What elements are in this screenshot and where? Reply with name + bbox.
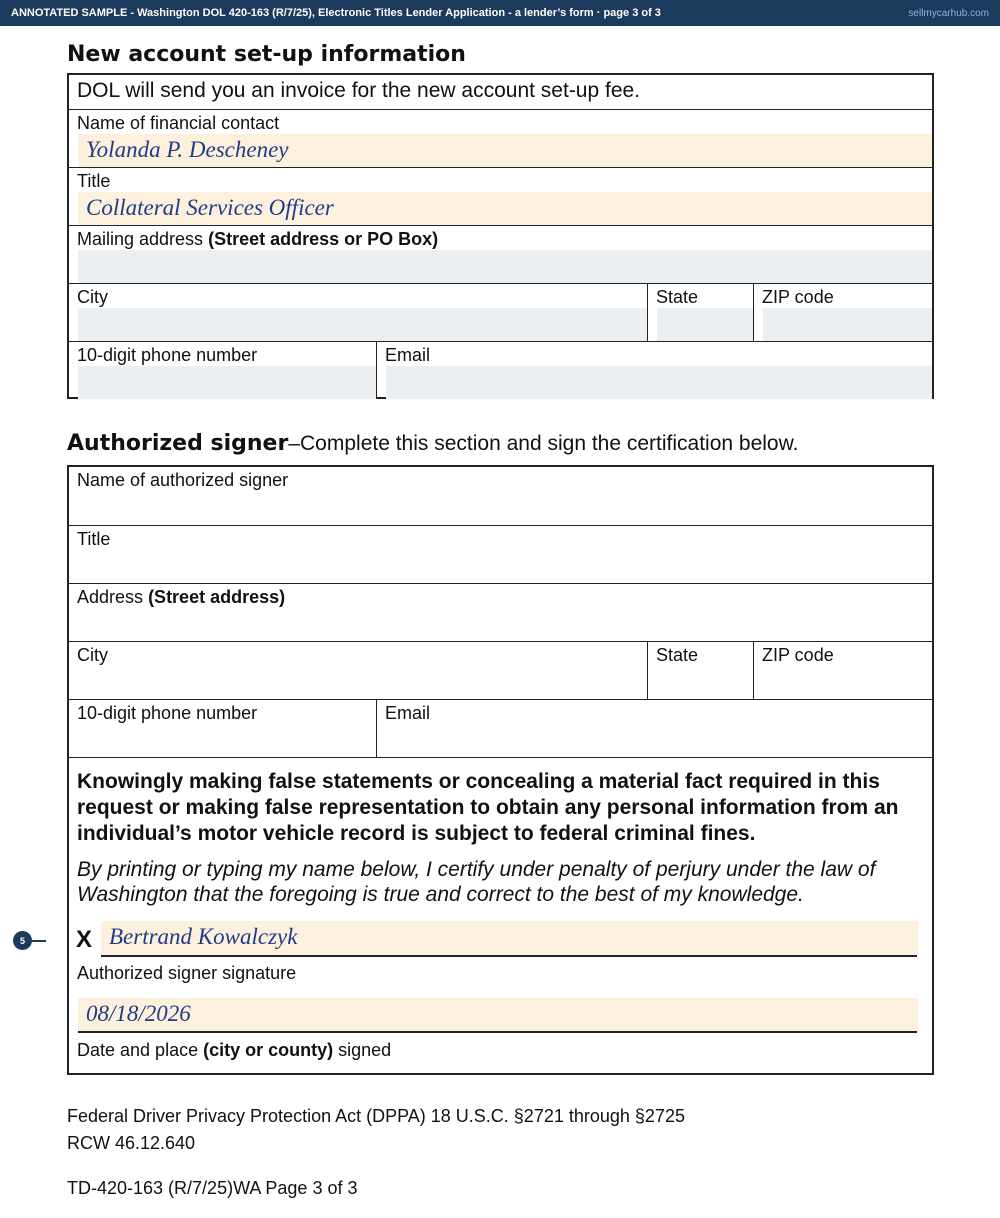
city-cell bbox=[69, 284, 648, 341]
email-field[interactable] bbox=[386, 366, 932, 399]
signer-name-label: Name of authorized signer bbox=[77, 470, 289, 490]
signer-city-state-zip-row bbox=[69, 642, 932, 700]
signer-zip-label: ZIP code bbox=[762, 645, 834, 665]
invoice-note: DOL will send you an invoice for the new account set-up fee. bbox=[77, 79, 641, 102]
signer-name-row[interactable] bbox=[69, 467, 932, 526]
signer-city-cell[interactable] bbox=[69, 642, 648, 699]
city-state-zip-row bbox=[69, 284, 932, 342]
email-cell bbox=[377, 342, 932, 399]
phone-email-row bbox=[69, 342, 932, 399]
mailing-address-row bbox=[69, 226, 932, 284]
financial-contact-field[interactable] bbox=[78, 134, 932, 167]
financial-contact-row bbox=[69, 110, 932, 168]
state-label: State bbox=[656, 287, 699, 307]
authorized-signer-instruction: –Complete this section and sign the certification below. bbox=[288, 432, 799, 455]
new-account-heading: New account set-up information bbox=[67, 42, 466, 67]
signer-title-row[interactable] bbox=[69, 526, 932, 584]
phone-label: 10-digit phone number bbox=[77, 345, 258, 365]
signer-state-label: State bbox=[656, 645, 699, 665]
financial-contact-value: Yolanda P. Descheney bbox=[86, 137, 289, 162]
banner-site-link[interactable]: sellmycarhub.com bbox=[908, 7, 989, 19]
mailing-address-label: Mailing address (Street address or PO Box) bbox=[77, 229, 439, 249]
financial-contact-label: Name of financial contact bbox=[77, 113, 280, 133]
false-statement-warning: Knowingly making false statements or concealing a material fact required in this request or making false representation to obtain any personal information from an individual’s motor vehicle record is subject to federal criminal fines. bbox=[77, 770, 899, 845]
annotation-leader-line bbox=[32, 940, 46, 942]
signature-line bbox=[101, 955, 917, 957]
date-place-label: Date and place (city or county) signed bbox=[77, 1040, 392, 1060]
state-field[interactable] bbox=[657, 308, 753, 341]
signer-address-label: Address (Street address) bbox=[77, 587, 286, 607]
signer-phone-email-row bbox=[69, 700, 932, 758]
zip-cell bbox=[754, 284, 932, 341]
date-line bbox=[78, 1031, 917, 1033]
signature-label: Authorized signer signature bbox=[77, 963, 297, 983]
authorized-signer-form bbox=[67, 465, 934, 1075]
banner-title: ANNOTATED SAMPLE - Washington DOL 420-163 (R/7/25), Electronic Titles Lender Application - a lender’s form · page 3 of 3 bbox=[11, 7, 661, 19]
phone-field[interactable] bbox=[78, 366, 376, 399]
zip-label: ZIP code bbox=[762, 287, 834, 307]
signer-email-label: Email bbox=[385, 703, 431, 723]
contact-title-field[interactable] bbox=[78, 192, 932, 225]
phone-cell bbox=[69, 342, 377, 399]
authorized-signer-heading: Authorized signer–Complete this section and sign the certification below. bbox=[67, 431, 799, 456]
zip-field[interactable] bbox=[763, 308, 932, 341]
signer-address-row[interactable] bbox=[69, 584, 932, 642]
signer-phone-cell[interactable] bbox=[69, 700, 377, 757]
signer-title-label: Title bbox=[77, 529, 111, 549]
signer-phone-label: 10-digit phone number bbox=[77, 703, 258, 723]
certification-row bbox=[69, 758, 932, 1073]
signer-state-cell[interactable] bbox=[648, 642, 754, 699]
contact-title-value: Collateral Services Officer bbox=[86, 195, 334, 220]
rcw-citation: RCW 46.12.640 bbox=[67, 1133, 196, 1153]
form-id: TD-420-163 (R/7/25)WA Page 3 of 3 bbox=[67, 1178, 358, 1198]
mailing-address-field[interactable] bbox=[78, 250, 932, 283]
perjury-certification: By printing or typing my name below, I certify under penalty of perjury under the law of Washington that the foregoing is true and correct to the best of my knowledge. bbox=[77, 858, 876, 906]
contact-title-label: Title bbox=[77, 171, 111, 191]
signer-zip-cell[interactable] bbox=[754, 642, 932, 699]
email-label: Email bbox=[385, 345, 431, 365]
dppa-citation: Federal Driver Privacy Protection Act (DPPA) 18 U.S.C. §2721 through §2725 bbox=[67, 1106, 685, 1126]
annotation-marker[interactable]: 5 bbox=[13, 931, 32, 950]
contact-title-row bbox=[69, 168, 932, 226]
state-cell bbox=[648, 284, 754, 341]
annotation-banner bbox=[0, 0, 1000, 26]
date-place-field[interactable] bbox=[78, 998, 918, 1032]
city-label: City bbox=[77, 287, 108, 307]
invoice-note-row bbox=[69, 75, 932, 110]
signer-city-label: City bbox=[77, 645, 108, 665]
signature-value: Bertrand Kowalczyk bbox=[109, 924, 298, 949]
signature-x-mark: X bbox=[76, 926, 93, 953]
date-value: 08/18/2026 bbox=[86, 1001, 191, 1026]
signer-email-cell[interactable] bbox=[377, 700, 932, 757]
city-field[interactable] bbox=[78, 308, 647, 341]
signature-field[interactable] bbox=[101, 921, 918, 955]
new-account-form bbox=[67, 73, 934, 399]
